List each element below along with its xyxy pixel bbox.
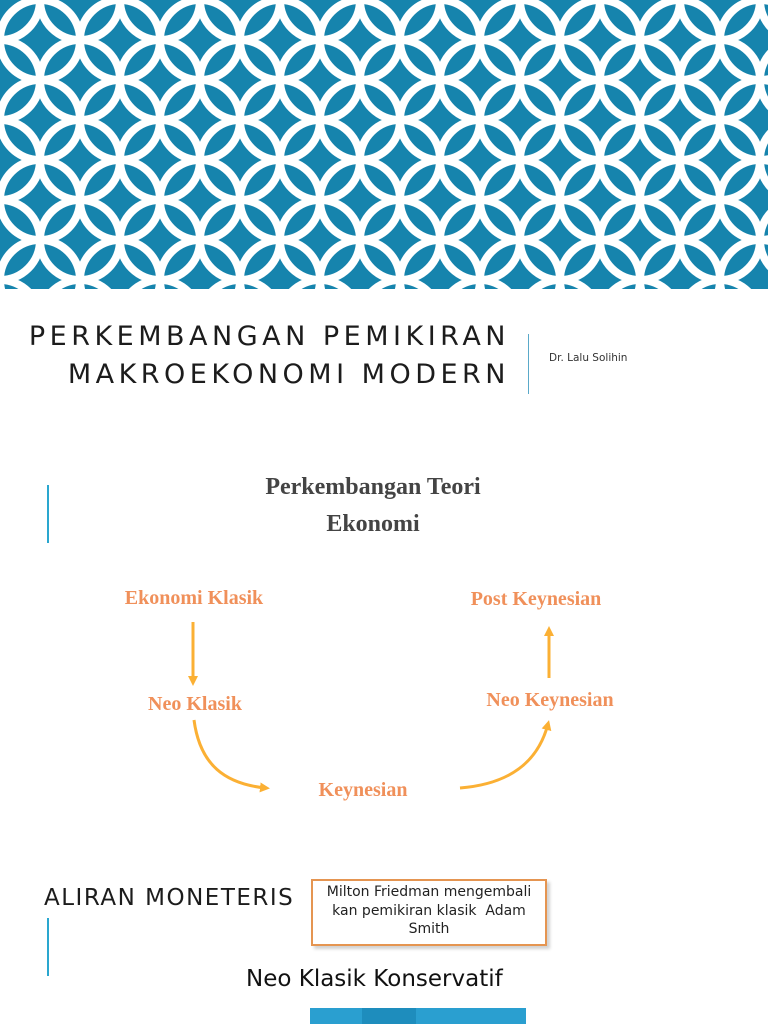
subheading-neo-klasik-konservatif: Neo Klasik Konservatif — [246, 966, 503, 992]
arrow-keynesian-to-neo-keynesian — [460, 724, 548, 788]
diagram-heading-line-2: Ekonomi — [326, 511, 420, 537]
slide-title-aliran-moneteris: ALIRAN MONETERIS — [44, 885, 295, 911]
decorative-pattern-banner — [0, 0, 768, 289]
economic-theory-flow-diagram — [0, 450, 768, 830]
title-line-1: PERKEMBANGAN PEMIKIRAN — [28, 321, 510, 352]
title-line-2: MAKROEKONOMI MODERN — [67, 359, 510, 390]
node-neo-klasik: Neo Klasik — [148, 693, 242, 715]
presentation-title — [29, 318, 510, 394]
node-neo-keynesian: Neo Keynesian — [486, 689, 614, 711]
quote-line-2: kan pemikiran klasik Adam — [332, 902, 526, 919]
diagram-heading-line-1: Perkembangan Teori — [265, 474, 481, 500]
title-divider — [528, 334, 529, 394]
author-name: Dr. Lalu Solihin — [549, 352, 628, 364]
node-keynesian: Keynesian — [318, 779, 408, 801]
quote-line-3: Smith — [408, 921, 450, 937]
bottom-shape — [310, 1008, 526, 1024]
arrow-neo-klasik-to-keynesian — [194, 720, 266, 788]
node-post-keynesian: Post Keynesian — [470, 588, 602, 610]
bottom-shape-inner — [362, 1008, 416, 1024]
quote-line-1: Milton Friedman mengembali — [326, 884, 532, 900]
slide-accent-bar-2 — [47, 918, 49, 976]
quote-box — [311, 879, 547, 946]
node-ekonomi-klasik: Ekonomi Klasik — [124, 587, 264, 609]
